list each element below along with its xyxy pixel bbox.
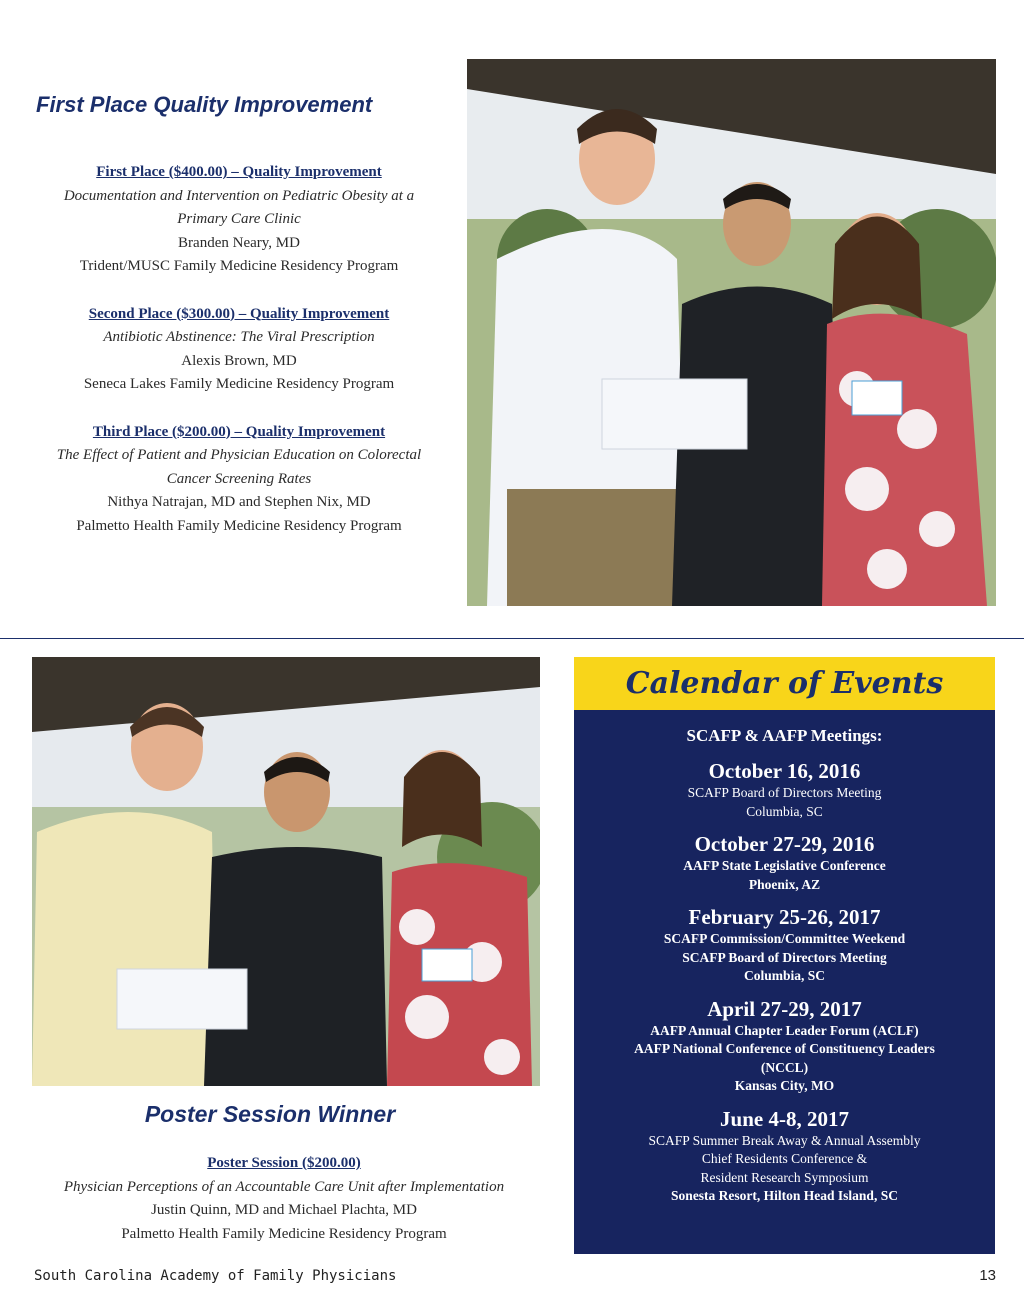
award-project: Antibiotic Abstinence: The Viral Prescription <box>103 329 375 345</box>
award-second <box>50 303 428 397</box>
event-location: Phoenix, AZ <box>748 876 821 892</box>
event-detail: SCAFP Board of Directors Meeting <box>682 949 887 965</box>
calendar-title: Calendar of Events <box>625 666 944 701</box>
footer-organization: South Carolina Academy of Family Physicians <box>34 1268 397 1284</box>
event-detail: AAFP National Conference of Constituency Leaders <box>634 1041 935 1056</box>
calendar-event <box>574 996 995 1096</box>
calendar-panel <box>574 710 995 1254</box>
event-date: February 25-26, 2017 <box>688 905 881 929</box>
award-project: The Effect of Patient and Physician Education on Colorectal Cancer Screening Rates <box>56 447 422 487</box>
award-photo-top <box>467 59 996 606</box>
award-authors: Alexis Brown, MD <box>181 352 297 369</box>
award-first <box>50 161 428 279</box>
award-authors: Justin Quinn, MD and Michael Plachta, MD <box>151 1202 417 1218</box>
award-heading: First Place ($400.00) – Quality Improvement <box>96 164 382 180</box>
award-authors: Nithya Natrajan, MD and Stephen Nix, MD <box>107 494 371 510</box>
award-heading: Third Place ($200.00) – Quality Improvement <box>92 423 386 440</box>
section-divider <box>0 638 1024 639</box>
event-location: Columbia, SC <box>743 968 826 983</box>
calendar-subtitle: SCAFP & AAFP Meetings: <box>686 726 883 745</box>
award-heading: Second Place ($300.00) – Quality Improvement <box>88 305 390 322</box>
award-heading: Poster Session ($200.00) <box>207 1155 361 1171</box>
event-location: Sonesta Resort, Hilton Head Island, SC <box>671 1188 898 1203</box>
poster-award <box>40 1152 528 1246</box>
award-program: Palmetto Health Family Medicine Residency Program <box>121 1225 447 1242</box>
page-number: 13 <box>979 1267 996 1284</box>
award-program: Seneca Lakes Family Medicine Residency Program <box>83 376 395 392</box>
award-project: Documentation and Intervention on Pediatric Obesity at a Primary Care Clinic <box>63 187 415 227</box>
event-date: April 27-29, 2017 <box>707 996 862 1021</box>
event-detail: AAFP Annual Chapter Leader Forum (ACLF) <box>650 1022 919 1038</box>
event-location: Kansas City, MO <box>734 1078 835 1093</box>
event-date: June 4-8, 2017 <box>720 1106 849 1131</box>
event-detail: Chief Residents Conference & <box>701 1151 868 1166</box>
award-photo-poster <box>32 657 540 1086</box>
event-location: Columbia, SC <box>746 803 823 819</box>
award-program: Trident/MUSC Family Medicine Residency Program <box>79 258 399 274</box>
calendar-event <box>574 904 995 986</box>
calendar-event <box>574 831 995 894</box>
event-detail: Resident Research Symposium <box>700 1169 869 1185</box>
event-detail: AAFP State Legislative Conference <box>683 858 886 873</box>
section-title-poster-session: Poster Session Winner <box>144 1101 396 1127</box>
award-third <box>50 421 428 539</box>
calendar-event <box>574 1106 995 1206</box>
event-detail: SCAFP Board of Directors Meeting <box>687 785 882 800</box>
award-project: Physician Perceptions of an Accountable Care Unit after Implementation <box>63 1178 505 1195</box>
section-title-quality-improvement: First Place Quality Improvement <box>36 92 373 117</box>
award-program: Palmetto Health Family Medicine Residency Program <box>76 517 402 534</box>
calendar-event <box>574 758 995 821</box>
event-detail: SCAFP Summer Break Away & Annual Assembly <box>648 1132 921 1148</box>
event-date: October 27-29, 2016 <box>694 832 875 856</box>
event-date: October 16, 2016 <box>708 759 861 783</box>
event-detail: SCAFP Commission/Committee Weekend <box>663 931 906 946</box>
calendar-header <box>574 657 995 710</box>
award-authors: Branden Neary, MD <box>178 234 300 251</box>
event-detail: (NCCL) <box>760 1059 809 1075</box>
quality-awards-list <box>50 161 428 538</box>
